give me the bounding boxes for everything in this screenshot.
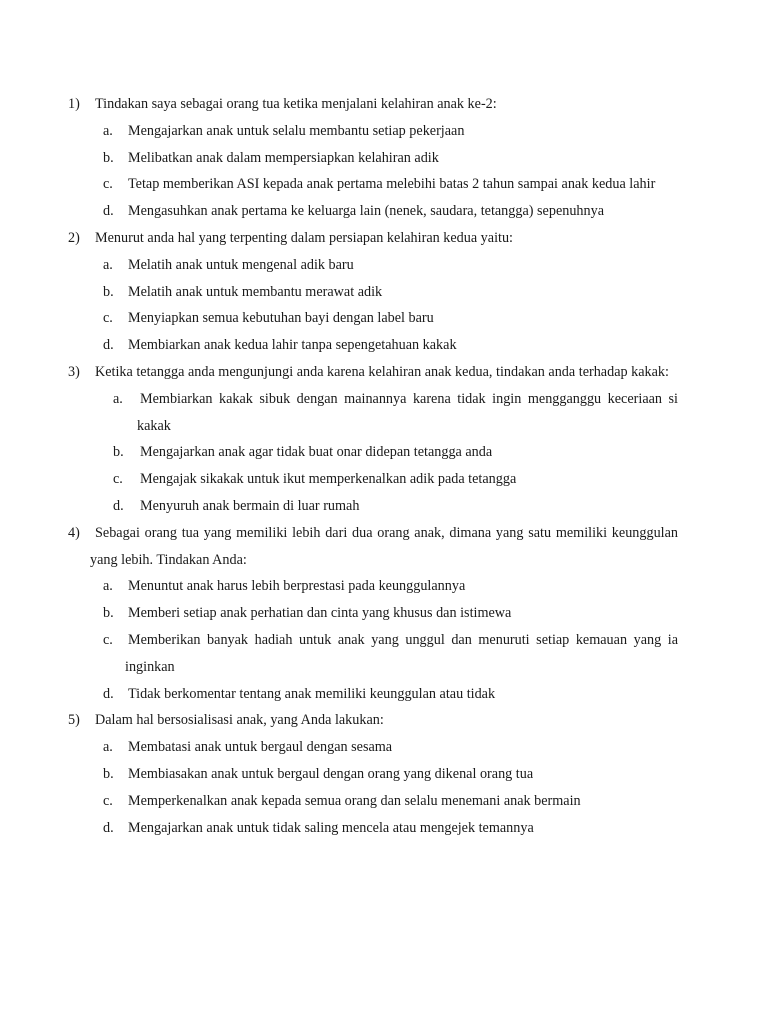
- option-letter: c.: [103, 310, 113, 327]
- option-text: Melatih anak untuk mengenal adik baru: [128, 256, 354, 273]
- answer-option: [0, 761, 678, 788]
- question-text: Menurut anda hal yang terpenting dalam persiapan kelahiran kedua yaitu:: [95, 229, 513, 246]
- answer-option: [0, 118, 678, 145]
- option-text: Membiarkan anak kedua lahir tanpa sepengetahuan kakak: [128, 337, 457, 354]
- question: [0, 359, 678, 386]
- question: [0, 91, 678, 118]
- option-text: Mengasuhkan anak pertama ke keluarga lain (nenek, saudara, tetangga) sepenuhnya: [128, 203, 605, 220]
- option-text: Memberi setiap anak perhatian dan cinta yang khusus dan istimewa: [128, 605, 512, 622]
- answer-option: [0, 305, 678, 332]
- document-page: [0, 91, 768, 841]
- option-text: Mengajarkan anak untuk tidak saling mencela atau mengejek temannya: [128, 819, 534, 836]
- option-text: Melatih anak untuk membantu merawat adik: [128, 283, 383, 300]
- answer-option: [0, 573, 678, 600]
- question-number: 3): [68, 363, 80, 380]
- option-text: Mengajak sikakak untuk ikut memperkenalkan adik pada tetangga: [140, 471, 517, 488]
- question-text: Sebagai orang tua yang memiliki lebih dari dua orang anak, dimana yang satu memiliki keunggulan yang lebih. Tindakan Anda:: [90, 524, 678, 568]
- question-block: [0, 225, 768, 359]
- option-text: Memperkenalkan anak kepada semua orang dan selalu menemani anak bermain: [128, 792, 581, 809]
- question-number: 4): [68, 524, 80, 541]
- answer-option: [0, 466, 678, 493]
- question: [0, 520, 678, 574]
- option-letter: d.: [103, 819, 114, 836]
- option-letter: c.: [103, 792, 113, 809]
- question-number: 1): [68, 96, 80, 112]
- option-letter: a.: [103, 739, 113, 756]
- option-text: Menuntut anak harus lebih berprestasi pada keunggulannya: [128, 578, 466, 595]
- question-block: [0, 707, 768, 841]
- option-text: Menyuruh anak bermain di luar rumah: [140, 497, 360, 514]
- answer-option: [0, 627, 678, 681]
- option-letter: b.: [103, 605, 114, 622]
- answer-option: [0, 386, 678, 440]
- option-letter: c.: [103, 176, 113, 193]
- answer-option: [0, 815, 678, 842]
- option-letter: c.: [103, 631, 113, 648]
- option-letter: b.: [103, 283, 114, 300]
- answer-option: [0, 145, 678, 172]
- option-text: Mengajarkan anak agar tidak buat onar didepan tetangga anda: [140, 444, 493, 461]
- answer-option: [0, 734, 678, 761]
- option-letter: a.: [103, 122, 113, 139]
- question-number: 2): [68, 229, 80, 246]
- answer-option: [0, 332, 678, 359]
- option-letter: d.: [113, 497, 124, 514]
- question-text: Tindakan saya sebagai orang tua ketika menjalani kelahiran anak ke-2:: [95, 96, 497, 112]
- option-letter: d.: [103, 203, 114, 220]
- answer-option: [0, 279, 678, 306]
- option-letter: d.: [103, 685, 114, 702]
- answer-option: [0, 171, 678, 198]
- question-block: [0, 91, 768, 225]
- question-text: Dalam hal bersosialisasi anak, yang Anda lakukan:: [95, 712, 384, 729]
- option-text: Tidak berkomentar tentang anak memiliki keunggulan atau tidak: [128, 685, 496, 702]
- option-letter: c.: [113, 471, 123, 488]
- option-text: Tetap memberikan ASI kepada anak pertama melebihi batas 2 tahun sampai anak kedua lahir: [128, 176, 656, 193]
- answer-option: [0, 681, 678, 708]
- answer-option: [0, 788, 678, 815]
- option-letter: a.: [103, 256, 113, 273]
- option-text: Membiasakan anak untuk bergaul dengan orang yang dikenal orang tua: [128, 765, 534, 782]
- answer-option: [0, 439, 678, 466]
- option-letter: d.: [103, 337, 114, 354]
- option-text: Membatasi anak untuk bergaul dengan sesama: [128, 739, 393, 756]
- option-text: Membiarkan kakak sibuk dengan mainannya karena tidak ingin mengganggu keceriaan si kakak: [137, 390, 678, 434]
- option-letter: b.: [103, 765, 114, 782]
- option-text: Melibatkan anak dalam mempersiapkan kelahiran adik: [128, 149, 439, 166]
- option-letter: a.: [103, 578, 113, 595]
- answer-option: [0, 252, 678, 279]
- option-text: Menyiapkan semua kebutuhan bayi dengan label baru: [128, 310, 434, 327]
- option-letter: b.: [103, 149, 114, 166]
- option-letter: b.: [113, 444, 124, 461]
- question-block: [0, 359, 768, 520]
- question: [0, 225, 678, 252]
- answer-option: [0, 198, 678, 225]
- question-number: 5): [68, 712, 80, 729]
- option-text: Memberikan banyak hadiah untuk anak yang unggul dan menuruti setiap kemauan yang ia inginkan: [125, 631, 678, 675]
- option-letter: a.: [113, 390, 123, 407]
- answer-option: [0, 600, 678, 627]
- question: [0, 707, 678, 734]
- answer-option: [0, 493, 678, 520]
- question-text: Ketika tetangga anda mengunjungi anda karena kelahiran anak kedua, tindakan anda terhadap kakak:: [95, 363, 669, 380]
- question-block: [0, 520, 768, 708]
- option-text: Mengajarkan anak untuk selalu membantu setiap pekerjaan: [128, 122, 465, 139]
